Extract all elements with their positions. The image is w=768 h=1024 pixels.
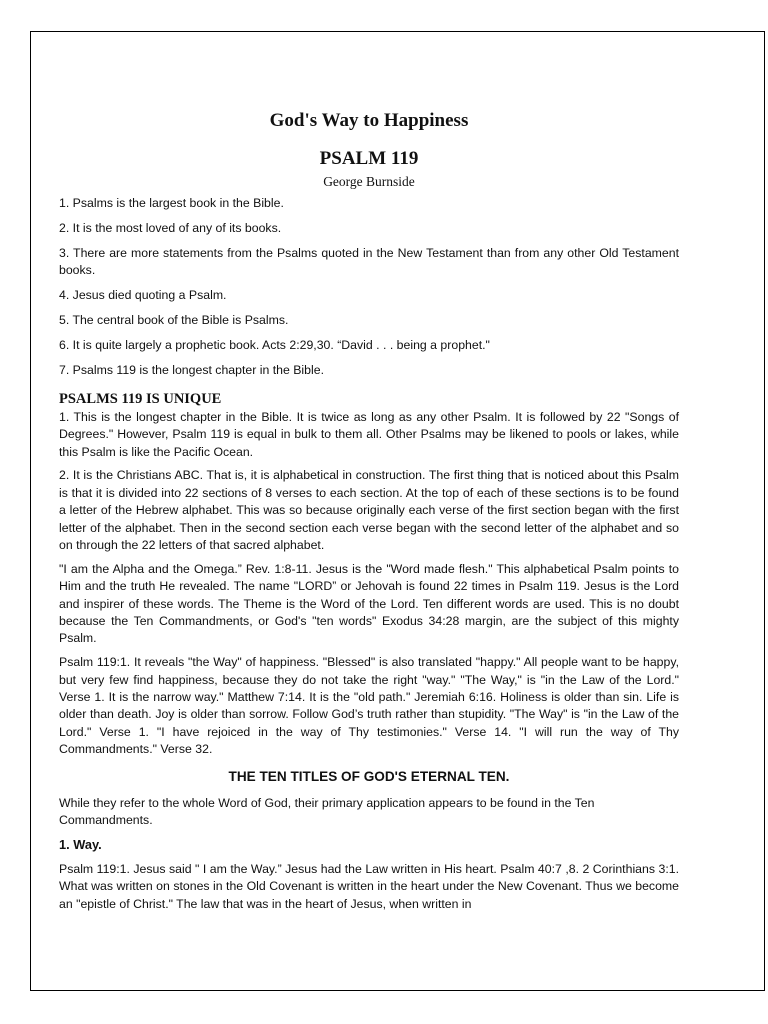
paragraph: While they refer to the whole Word of God, their primary application appears to be found in the Ten Commandments.	[59, 795, 595, 828]
document-body	[59, 109, 679, 920]
intro-list-item: 7. Psalms 119 is the longest chapter in the Bible.	[59, 363, 324, 378]
paragraph: "I am the Alpha and the Omega.” Rev. 1:8-11. Jesus is the "Word made flesh." This alphabetical Psalm points to Him and the truth He revealed. The name "LORD” or Jehovah is found 22 times in Psalm 119. Jesus is the Lord and inspirer of these words. The Theme is the Word of the Lord. Ten different words are used. This is no doubt because the Ten Commandments, or God's "ten words" Exodus 34:28 margin, are the subject of this mighty Psalm.	[59, 561, 679, 646]
section-heading-unique: PSALMS 119 IS UNIQUE	[59, 390, 222, 407]
section-heading-ten-titles: THE TEN TITLES OF GOD'S ETERNAL TEN.	[228, 768, 510, 784]
intro-list-item: 6. It is quite largely a prophetic book. Acts 2:29,30. “David . . . being a prophet."	[59, 338, 490, 353]
sub-heading-way: 1. Way.	[59, 836, 102, 852]
intro-list-item: 3. There are more statements from the Psalms quoted in the New Testament than from any other Old Testament books.	[59, 246, 679, 278]
author-name: George Burnside	[323, 174, 415, 189]
paragraph: Psalm 119:1. It reveals "the Way" of happiness. "Blessed" is also translated "happy." All people want to be happy, but very few find happiness, because they do not take the right "way." "The Way," is "in the Law of the Lord." Verse 1. It is the narrow way." Matthew 7:14. It is the "old path." Jeremiah 6:16. Holiness is older than sin. Life is older than death. Joy is older than sorrow. Follow God’s truth rather than stupidity. "The Way" is "in the Law of the Lord." Verse 1. "I have rejoiced in the way of Thy testimonies." Verse 14. "I will run the way of Thy Commandments." Verse 32.	[59, 655, 679, 757]
psalm-title: PSALM 119	[319, 148, 419, 169]
intro-list-item: 1. Psalms is the largest book in the Bible.	[59, 196, 284, 210]
intro-list-item: 2. It is the most loved of any of its books.	[59, 221, 282, 235]
paragraph: 2. It is the Christians ABC. That is, it is alphabetical in construction. The first thing that is noticed about this Psalm is that it is divided into 22 sections of 8 verses to each section. At the top of each of these sections is to be found a letter of the Hebrew alphabet. This was so because originally each verse of the first section began with the first letter of the alphabet. Then in the second section each verse began with the second letter of the alphabet and so on through the 22 letters of that sacred alphabet.	[59, 468, 679, 553]
document-title: God's Way to Happiness	[269, 110, 469, 131]
paragraph: 1. This is the longest chapter in the Bible. It is twice as long as any other Psalm. It is followed by 22 "Songs of Degrees." However, Psalm 119 is equal in bulk to them all. Other Psalms may be likened to pools or lakes, while this Psalm is like the Pacific Ocean.	[59, 409, 679, 459]
intro-list-item: 4. Jesus died quoting a Psalm.	[59, 288, 227, 303]
intro-list-item: 5. The central book of the Bible is Psalms.	[59, 313, 289, 328]
paragraph: Psalm 119:1. Jesus said " I am the Way.” Jesus had the Law written in His heart. Psalm 40:7 ,8. 2 Corinthians 3:1. What was written on stones in the Old Covenant is written in the heart under the New Covenant. Thus we become an "epistle of Christ." The law that was in the heart of Jesus, when written in	[59, 861, 679, 911]
